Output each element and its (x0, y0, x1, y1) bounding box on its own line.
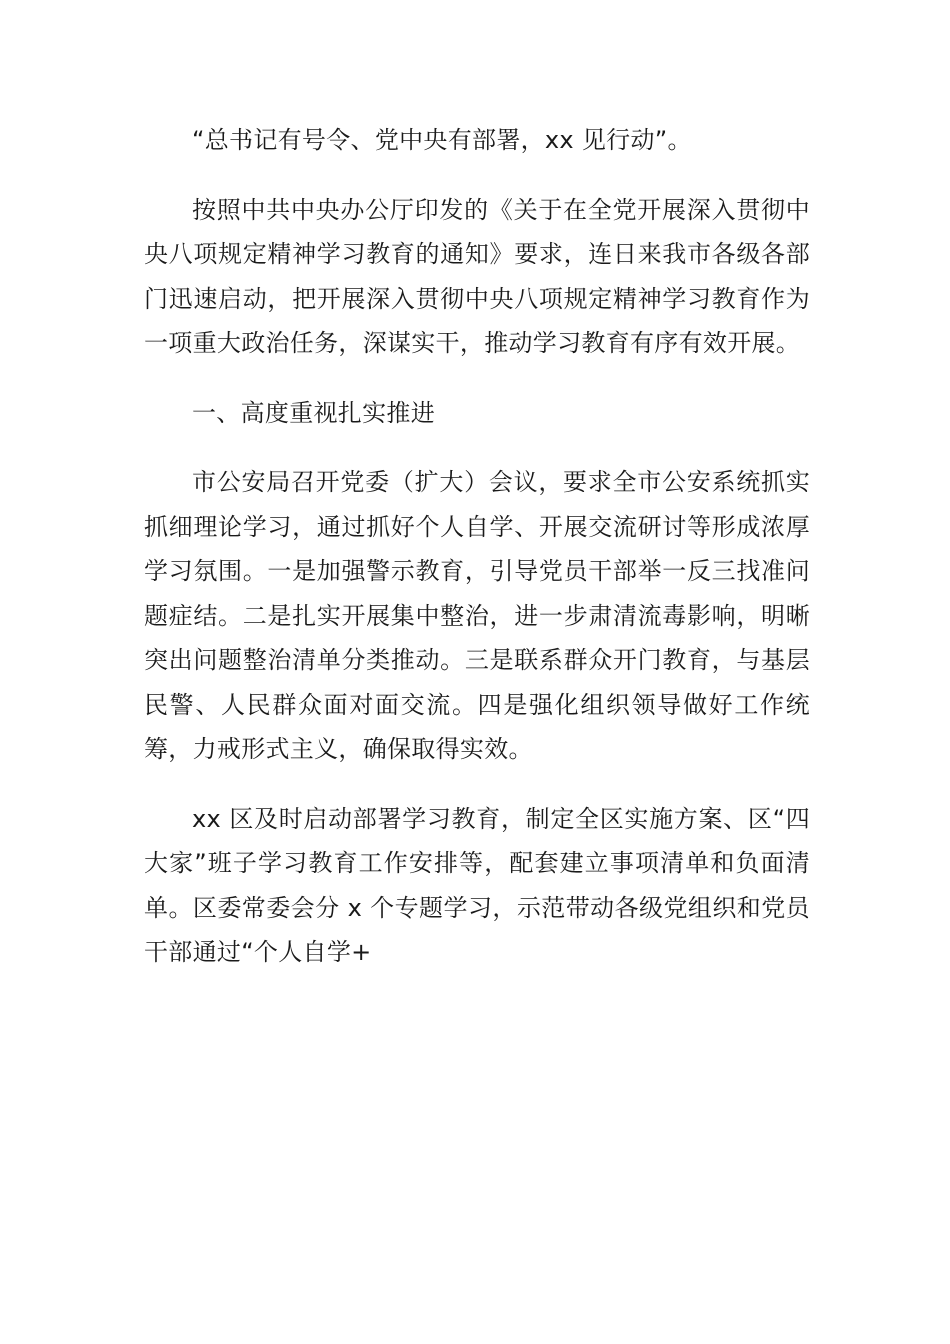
paragraph-slogan: “总书记有号令、党中央有部署，xx 见行动”。 (192, 126, 692, 154)
document-body (144, 118, 810, 975)
section-heading: 一、高度重视扎实推进 (192, 398, 435, 427)
paragraph-notice-intro: 按照中共中央办公厅印发的《关于在全党开展深入贯彻中央八项规定精神学习教育的通知》要求，连日来我市各级各部门迅速启动，把开展深入贯彻中央八项规定精神学习教育作为一项重大政治任务，深谋实干，推动学习教育有序有效开展。 (144, 195, 810, 357)
paragraph-public-security-bureau: 市公安局召开党委（扩大）会议，要求全市公安系统抓实抓细理论学习，通过抓好个人自学、开展交流研讨等形成浓厚学习氛围。一是加强警示教育，引导党员干部举一反三找准问题症结。二是扎实开展集中整治，进一步肃清流毒影响，明晰突出问题整治清单分类推动。三是联系群众开门教育，与基层民警、人民群众面对面交流。四是强化组织领导做好工作统筹，力戒形式主义，确保取得实效。 (144, 468, 810, 763)
paragraph-district-deployment: xx 区及时启动部署学习教育，制定全区实施方案、区“四大家”班子学习教育工作安排等，配套建立事项清单和负面清单。区委常委会分 x 个专题学习，示范带动各级党组织和党员干部通过“个人自学+ (144, 804, 810, 966)
